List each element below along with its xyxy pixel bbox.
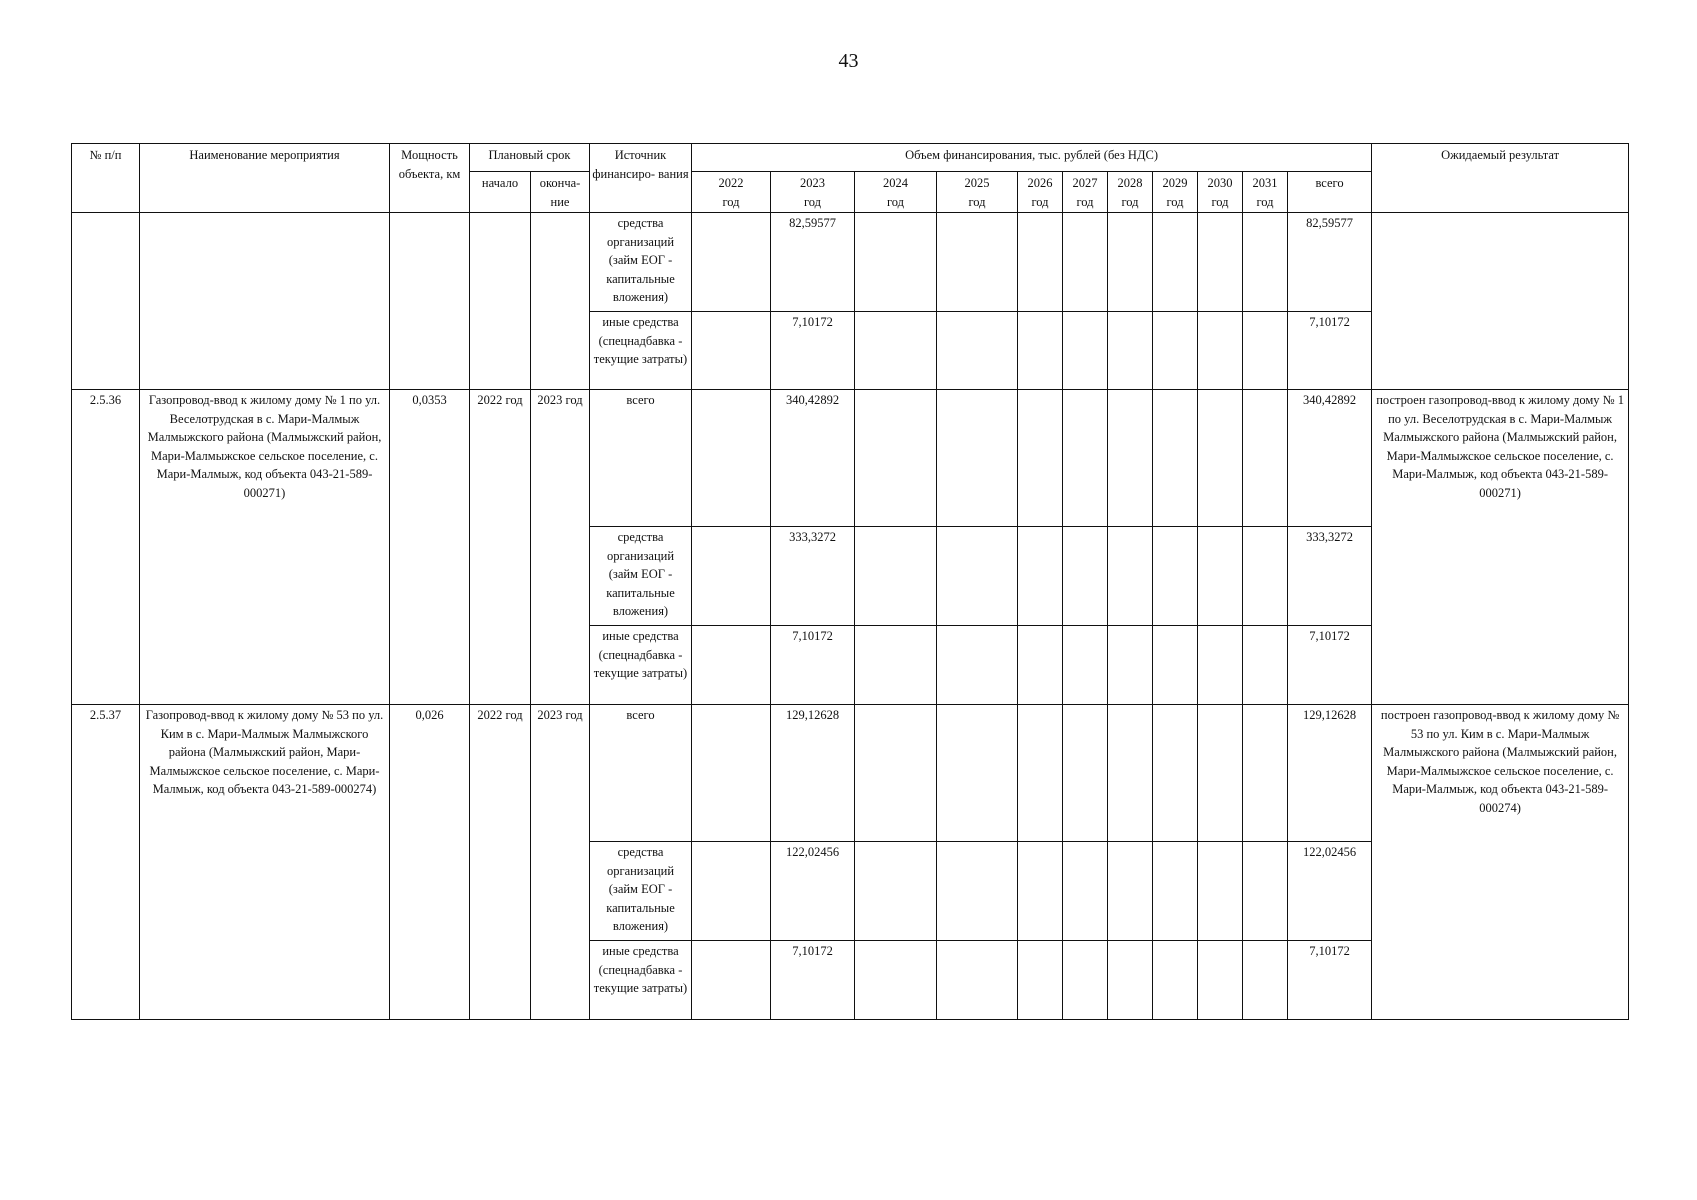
header-year-2029: 2029 год	[1153, 172, 1198, 213]
value-total: 7,10172	[1288, 626, 1372, 705]
value-2028	[1108, 941, 1153, 1020]
value-2022	[692, 626, 771, 705]
value-2026	[1018, 527, 1063, 626]
item-power: 0,026	[390, 705, 470, 1020]
value-2026	[1018, 390, 1063, 527]
header-start: начало	[470, 172, 531, 213]
cont-num-cell	[72, 213, 140, 390]
value-2023: 333,3272	[771, 527, 855, 626]
value-2022	[692, 941, 771, 1020]
value-2031	[1243, 705, 1288, 842]
value-2029	[1153, 390, 1198, 527]
value-2030	[1198, 312, 1243, 390]
source-cell: иные средства (спецнадбавка - текущие затраты)	[590, 941, 692, 1020]
source-cell: средства организаций (займ ЕОГ - капитальные вложения)	[590, 213, 692, 312]
item-result: построен газопровод-ввод к жилому дому № 1 по ул. Веселотрудская в с. Мари-Малмыж Малмыжского района (Малмыжский район, Мари-Малмыжское сельское поселение, с. Мари-Малмыж, код объекта 043-21-589-000271)	[1372, 390, 1629, 705]
header-year-2031: 2031 год	[1243, 172, 1288, 213]
header-year-2026: 2026 год	[1018, 172, 1063, 213]
value-2029	[1153, 626, 1198, 705]
value-2022	[692, 213, 771, 312]
value-2031	[1243, 626, 1288, 705]
value-total: 122,02456	[1288, 842, 1372, 941]
value-2027	[1063, 705, 1108, 842]
value-2024	[855, 312, 937, 390]
value-2025	[937, 213, 1018, 312]
value-2025	[937, 527, 1018, 626]
header-total: всего	[1288, 172, 1372, 213]
value-2027	[1063, 213, 1108, 312]
value-2029	[1153, 312, 1198, 390]
financing-table	[71, 143, 1629, 1020]
value-2023: 7,10172	[771, 626, 855, 705]
header-result: Ожидаемый результат	[1372, 144, 1629, 213]
value-total: 333,3272	[1288, 527, 1372, 626]
value-2028	[1108, 842, 1153, 941]
cont-result-cell	[1372, 213, 1629, 390]
cont-power-cell	[390, 213, 470, 390]
value-2025	[937, 842, 1018, 941]
value-2025	[937, 312, 1018, 390]
value-2027	[1063, 312, 1108, 390]
value-2030	[1198, 941, 1243, 1020]
value-total: 129,12628	[1288, 705, 1372, 842]
value-2023: 7,10172	[771, 312, 855, 390]
value-2024	[855, 626, 937, 705]
value-2030	[1198, 390, 1243, 527]
value-total: 7,10172	[1288, 312, 1372, 390]
value-2031	[1243, 842, 1288, 941]
value-2028	[1108, 390, 1153, 527]
value-2025	[937, 941, 1018, 1020]
value-2031	[1243, 213, 1288, 312]
source-cell: средства организаций (займ ЕОГ - капитальные вложения)	[590, 842, 692, 941]
item-end: 2023 год	[531, 705, 590, 1020]
header-name: Наименование мероприятия	[140, 144, 390, 213]
header-funding: Объем финансирования, тыс. рублей (без НДС)	[692, 144, 1372, 172]
value-2028	[1108, 705, 1153, 842]
source-cell: иные средства (спецнадбавка - текущие затраты)	[590, 626, 692, 705]
value-2022	[692, 705, 771, 842]
item-start: 2022 год	[470, 705, 531, 1020]
value-2026	[1018, 842, 1063, 941]
header-term: Плановый срок	[470, 144, 590, 172]
value-2027	[1063, 390, 1108, 527]
value-2027	[1063, 527, 1108, 626]
table-row	[72, 705, 1629, 842]
header-end: оконча- ние	[531, 172, 590, 213]
value-2025	[937, 390, 1018, 527]
value-2024	[855, 527, 937, 626]
value-2023: 129,12628	[771, 705, 855, 842]
table-body	[72, 213, 1629, 1020]
value-2028	[1108, 312, 1153, 390]
value-2029	[1153, 705, 1198, 842]
value-2023: 7,10172	[771, 941, 855, 1020]
value-2022	[692, 842, 771, 941]
source-cell: всего	[590, 390, 692, 527]
value-2024	[855, 941, 937, 1020]
value-2024	[855, 842, 937, 941]
value-2030	[1198, 626, 1243, 705]
item-result: построен газопровод-ввод к жилому дому № 53 по ул. Ким в с. Мари-Малмыж Малмыжского района (Малмыжский район, Мари-Малмыжское сельское поселение, с. Мари-Малмыж, код объекта 043-21-589-000274)	[1372, 705, 1629, 1020]
value-2026	[1018, 312, 1063, 390]
value-total: 7,10172	[1288, 941, 1372, 1020]
header-num: № п/п	[72, 144, 140, 213]
value-2023: 82,59577	[771, 213, 855, 312]
cont-name-cell	[140, 213, 390, 390]
value-2026	[1018, 626, 1063, 705]
header-year-2027: 2027 год	[1063, 172, 1108, 213]
item-end: 2023 год	[531, 390, 590, 705]
item-num: 2.5.37	[72, 705, 140, 1020]
value-2025	[937, 626, 1018, 705]
value-2028	[1108, 626, 1153, 705]
header-year-2022: 2022 год	[692, 172, 771, 213]
page-number: 43	[838, 50, 859, 72]
value-2030	[1198, 705, 1243, 842]
value-2030	[1198, 842, 1243, 941]
header-year-2025: 2025 год	[937, 172, 1018, 213]
header-source: Источник финансиро- вания	[590, 144, 692, 213]
value-2022	[692, 312, 771, 390]
item-name: Газопровод-ввод к жилому дому № 1 по ул. Веселотрудская в с. Мари-Малмыж Малмыжского района (Малмыжский район, Мари-Малмыжское сельское поселение, с. Мари-Малмыж, код объекта 043-21-589-000271)	[140, 390, 390, 705]
header-year-2028: 2028 год	[1108, 172, 1153, 213]
value-2029	[1153, 527, 1198, 626]
value-2022	[692, 527, 771, 626]
cont-end-cell	[531, 213, 590, 390]
source-cell: всего	[590, 705, 692, 842]
value-total: 340,42892	[1288, 390, 1372, 527]
header-year-2024: 2024 год	[855, 172, 937, 213]
value-2031	[1243, 390, 1288, 527]
table-row	[72, 213, 1629, 312]
value-total: 82,59577	[1288, 213, 1372, 312]
value-2026	[1018, 941, 1063, 1020]
table-row	[72, 390, 1629, 527]
value-2031	[1243, 941, 1288, 1020]
value-2027	[1063, 842, 1108, 941]
value-2023: 122,02456	[771, 842, 855, 941]
header-year-2030: 2030 год	[1198, 172, 1243, 213]
value-2024	[855, 213, 937, 312]
source-cell: средства организаций (займ ЕОГ - капитальные вложения)	[590, 527, 692, 626]
value-2024	[855, 390, 937, 527]
value-2029	[1153, 842, 1198, 941]
value-2022	[692, 390, 771, 527]
value-2024	[855, 705, 937, 842]
value-2031	[1243, 527, 1288, 626]
value-2026	[1018, 705, 1063, 842]
value-2027	[1063, 941, 1108, 1020]
value-2030	[1198, 213, 1243, 312]
value-2030	[1198, 527, 1243, 626]
item-power: 0,0353	[390, 390, 470, 705]
value-2025	[937, 705, 1018, 842]
value-2027	[1063, 626, 1108, 705]
value-2028	[1108, 213, 1153, 312]
value-2029	[1153, 213, 1198, 312]
value-2031	[1243, 312, 1288, 390]
item-start: 2022 год	[470, 390, 531, 705]
value-2023: 340,42892	[771, 390, 855, 527]
header-year-2023: 2023 год	[771, 172, 855, 213]
value-2028	[1108, 527, 1153, 626]
table-header	[72, 144, 1629, 213]
source-cell: иные средства (спецнадбавка - текущие затраты)	[590, 312, 692, 390]
item-num: 2.5.36	[72, 390, 140, 705]
value-2026	[1018, 213, 1063, 312]
value-2029	[1153, 941, 1198, 1020]
header-power: Мощность объекта, км	[390, 144, 470, 213]
cont-start-cell	[470, 213, 531, 390]
item-name: Газопровод-ввод к жилому дому № 53 по ул. Ким в с. Мари-Малмыж Малмыжского района (Малмыжский район, Мари-Малмыжское сельское поселение, с. Мари-Малмыж, код объекта 043-21-589-000274)	[140, 705, 390, 1020]
